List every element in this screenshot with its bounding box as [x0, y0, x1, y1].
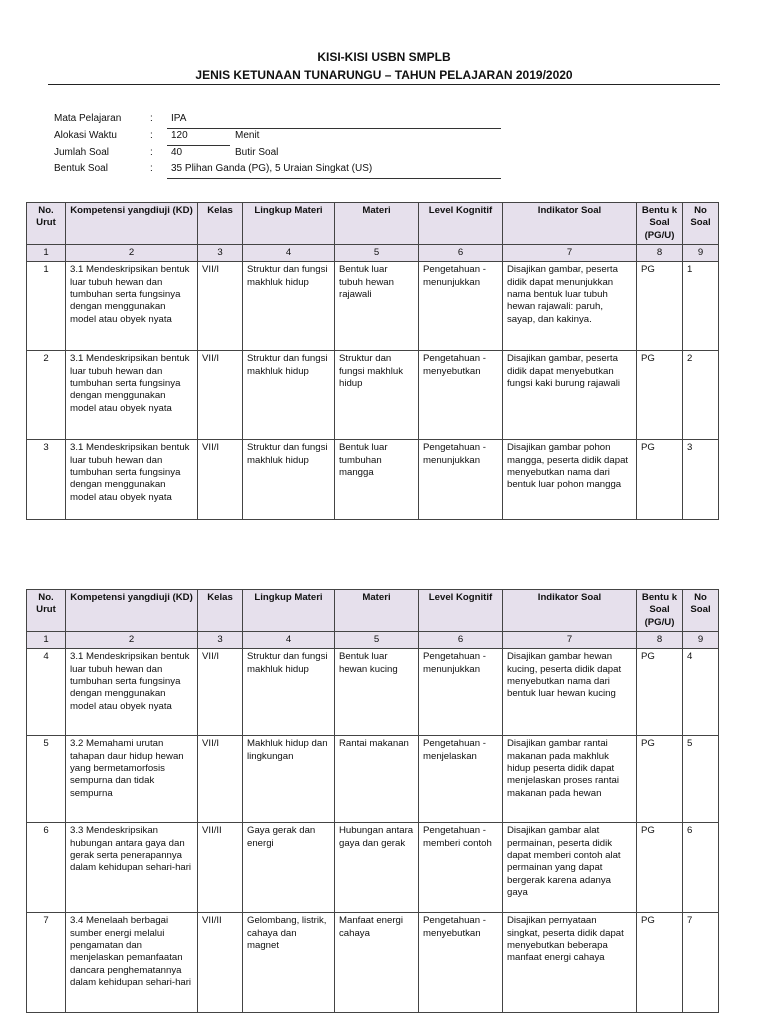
cell-lingkup-materi: Struktur dan fungsi makhluk hidup — [243, 440, 335, 520]
header-kompetensi: Kompetensi yangdiuji (KD) — [66, 590, 198, 632]
cell-level-kognitif: Pengetahuan - menyebutkan — [419, 351, 503, 440]
column-number: 8 — [637, 245, 683, 262]
column-number: 8 — [637, 632, 683, 649]
cell-level-kognitif: Pengetahuan - memberi contoh — [419, 823, 503, 913]
cell-no-soal: 5 — [683, 736, 719, 823]
cell-no-urut: 1 — [27, 262, 66, 351]
column-number: 1 — [27, 245, 66, 262]
cell-lingkup-materi: Struktur dan fungsi makhluk hidup — [243, 649, 335, 736]
info-value: 120 — [171, 130, 188, 141]
cell-no-urut: 3 — [27, 440, 66, 520]
cell-bentuk-soal: PG — [637, 649, 683, 736]
cell-no-soal: 6 — [683, 823, 719, 913]
cell-level-kognitif: Pengetahuan -menjelaskan — [419, 736, 503, 823]
cell-indikator-soal: Disajikan gambar rantai makanan pada makhluk hidup peserta didik dapat menjelaskan proses rantai makanan pada hewan — [503, 736, 637, 823]
cell-bentuk-soal: PG — [637, 823, 683, 913]
cell-kompetensi: 3.1 Mendeskripsikan bentuk luar tubuh hewan dan tumbuhan serta fungsinya dengan menggunakan model atau obyek nyata — [66, 649, 198, 736]
header-indikator-soal: Indikator Soal — [503, 590, 637, 632]
kisi-kisi-table-2 — [26, 589, 719, 1013]
info-label: Bentuk Soal — [54, 163, 108, 174]
cell-lingkup-materi: Gelombang, listrik, cahaya dan magnet — [243, 913, 335, 1013]
cell-kompetensi: 3.1 Mendeskripsikan bentuk luar tubuh hewan dan tumbuhan serta fungsinya dengan menggunakan model atau obyek nyata — [66, 440, 198, 520]
info-label: Alokasi Waktu — [54, 130, 117, 141]
cell-lingkup-materi: Struktur dan fungsi makhluk hidup — [243, 351, 335, 440]
header-no-urut: No. Urut — [27, 203, 66, 245]
table-row — [27, 649, 719, 736]
info-value: 40 — [171, 147, 183, 158]
cell-bentuk-soal: PG — [637, 440, 683, 520]
header-kelas: Kelas — [198, 590, 243, 632]
header-no-soal: No Soal — [683, 203, 719, 245]
cell-materi: Rantai makanan — [335, 736, 419, 823]
column-number: 9 — [683, 632, 719, 649]
info-colon: : — [150, 147, 153, 158]
document-subtitle: JENIS KETUNAAN TUNARUNGU – TAHUN PELAJARAN 2019/2020 — [195, 68, 573, 82]
column-number-row — [27, 632, 719, 649]
header-materi: Materi — [335, 590, 419, 632]
cell-lingkup-materi: Gaya gerak dan energi — [243, 823, 335, 913]
cell-materi: Hubungan antara gaya dan gerak — [335, 823, 419, 913]
cell-kelas: VII/II — [198, 823, 243, 913]
cell-kompetensi: 3.1 Mendeskripsikan bentuk luar tubuh hewan dan tumbuhan serta fungsinya dengan menggunakan model atau obyek nyata — [66, 262, 198, 351]
cell-kompetensi: 3.2 Memahami urutan tahapan daur hidup hewan yang bermetamorfosis sempurna dan tidak sempurna — [66, 736, 198, 823]
cell-no-urut: 4 — [27, 649, 66, 736]
info-colon: : — [150, 163, 153, 174]
cell-bentuk-soal: PG — [637, 351, 683, 440]
info-label: Mata Pelajaran — [54, 113, 122, 124]
cell-kelas: VII/I — [198, 262, 243, 351]
cell-materi: Bentuk luar hewan kucing — [335, 649, 419, 736]
info-value: IPA — [171, 113, 187, 124]
title-divider — [48, 84, 720, 85]
column-number: 7 — [503, 245, 637, 262]
table-header-row — [27, 590, 719, 632]
cell-no-urut: 5 — [27, 736, 66, 823]
cell-no-soal: 2 — [683, 351, 719, 440]
cell-no-urut: 2 — [27, 351, 66, 440]
table-header-row — [27, 203, 719, 245]
info-value: 35 Plihan Ganda (PG), 5 Uraian Singkat (US) — [171, 163, 373, 174]
cell-kompetensi: 3.3 Mendeskripsikan hubungan antara gaya dan gerak serta penerapannya dalam kehidupan sehari-hari — [66, 823, 198, 913]
column-number: 9 — [683, 245, 719, 262]
table-row — [27, 440, 719, 520]
cell-kompetensi: 3.4 Menelaah berbagai sumber energi melalui pengamatan dan menjelaskan pemanfaatan dancara penghematannya dalam kehidupan sehari-hari — [66, 913, 198, 1013]
cell-lingkup-materi: Struktur dan fungsi makhluk hidup — [243, 262, 335, 351]
header-level-kognitif: Level Kognitif — [419, 203, 503, 245]
cell-materi: Bentuk luar tumbuhan mangga — [335, 440, 419, 520]
header-materi: Materi — [335, 203, 419, 245]
cell-kelas: VII/I — [198, 736, 243, 823]
column-number-row — [27, 245, 719, 262]
cell-materi: Manfaat energi cahaya — [335, 913, 419, 1013]
column-number: 4 — [243, 632, 335, 649]
kisi-kisi-table-1 — [26, 202, 719, 520]
cell-indikator-soal: Disajikan gambar, peserta didik dapat menunjukkan nama bentuk luar tubuh hewan rajawali: paruh, sayap, dan kakinya. — [503, 262, 637, 351]
column-number: 6 — [419, 245, 503, 262]
cell-kompetensi: 3.1 Mendeskripsikan bentuk luar tubuh hewan dan tumbuhan serta fungsinya dengan menggunakan model atau obyek nyata — [66, 351, 198, 440]
column-number: 3 — [198, 632, 243, 649]
info-colon: : — [150, 130, 153, 141]
column-number: 2 — [66, 245, 198, 262]
cell-indikator-soal: Disajikan gambar alat permainan, peserta didik dapat memberi contoh alat permainan yang dapat bergerak karena adanya gaya — [503, 823, 637, 913]
cell-no-soal: 7 — [683, 913, 719, 1013]
column-number: 5 — [335, 632, 419, 649]
cell-indikator-soal: Disajikan pernyataan singkat, peserta didik dapat menyebutkan beberapa manfaat energi cahaya — [503, 913, 637, 1013]
cell-indikator-soal: Disajikan gambar, peserta didik dapat menyebutkan fungsi kaki burung rajawali — [503, 351, 637, 440]
table-row — [27, 351, 719, 440]
column-number: 4 — [243, 245, 335, 262]
column-number: 1 — [27, 632, 66, 649]
cell-lingkup-materi: Makhluk hidup dan lingkungan — [243, 736, 335, 823]
table-row — [27, 736, 719, 823]
header-no-soal: No Soal — [683, 590, 719, 632]
cell-materi: Bentuk luar tubuh hewan rajawali — [335, 262, 419, 351]
cell-bentuk-soal: PG — [637, 913, 683, 1013]
table-row — [27, 262, 719, 351]
cell-level-kognitif: Pengetahuan - menyebutkan — [419, 913, 503, 1013]
cell-kelas: VII/II — [198, 913, 243, 1013]
header-bentuk-soal: Bentu k Soal (PG/U) — [637, 203, 683, 245]
info-label: Jumlah Soal — [54, 147, 110, 158]
header-indikator-soal: Indikator Soal — [503, 203, 637, 245]
header-no-urut: No. Urut — [27, 590, 66, 632]
cell-kelas: VII/I — [198, 649, 243, 736]
cell-bentuk-soal: PG — [637, 736, 683, 823]
header-lingkup-materi: Lingkup Materi — [243, 203, 335, 245]
header-kompetensi: Kompetensi yangdiuji (KD) — [66, 203, 198, 245]
header-kelas: Kelas — [198, 203, 243, 245]
info-underline — [167, 178, 501, 179]
info-underline — [167, 145, 230, 146]
header-level-kognitif: Level Kognitif — [419, 590, 503, 632]
header-bentuk-soal: Bentu k Soal (PG/U) — [637, 590, 683, 632]
cell-no-urut: 6 — [27, 823, 66, 913]
cell-level-kognitif: Pengetahuan -menunjukkan — [419, 649, 503, 736]
table-row — [27, 823, 719, 913]
cell-bentuk-soal: PG — [637, 262, 683, 351]
table-row — [27, 913, 719, 1013]
cell-indikator-soal: Disajikan gambar pohon mangga, peserta didik dapat menyebutkan nama dari bentuk luar pohon mangga — [503, 440, 637, 520]
cell-level-kognitif: Pengetahuan -menunjukkan — [419, 440, 503, 520]
cell-indikator-soal: Disajikan gambar hewan kucing, peserta didik dapat menyebutkan nama dari bentuk luar hewan kucing — [503, 649, 637, 736]
info-underline — [167, 128, 501, 129]
cell-materi: Struktur dan fungsi makhluk hidup — [335, 351, 419, 440]
document-title: KISI-KISI USBN SMPLB — [317, 50, 451, 64]
column-number: 3 — [198, 245, 243, 262]
cell-no-soal: 1 — [683, 262, 719, 351]
cell-level-kognitif: Pengetahuan -menunjukkan — [419, 262, 503, 351]
cell-no-urut: 7 — [27, 913, 66, 1013]
header-lingkup-materi: Lingkup Materi — [243, 590, 335, 632]
cell-no-soal: 4 — [683, 649, 719, 736]
cell-kelas: VII/I — [198, 351, 243, 440]
column-number: 2 — [66, 632, 198, 649]
info-unit: Butir Soal — [235, 147, 279, 158]
cell-kelas: VII/I — [198, 440, 243, 520]
cell-no-soal: 3 — [683, 440, 719, 520]
info-colon: : — [150, 113, 153, 124]
info-unit: Menit — [235, 130, 260, 141]
column-number: 7 — [503, 632, 637, 649]
column-number: 5 — [335, 245, 419, 262]
column-number: 6 — [419, 632, 503, 649]
